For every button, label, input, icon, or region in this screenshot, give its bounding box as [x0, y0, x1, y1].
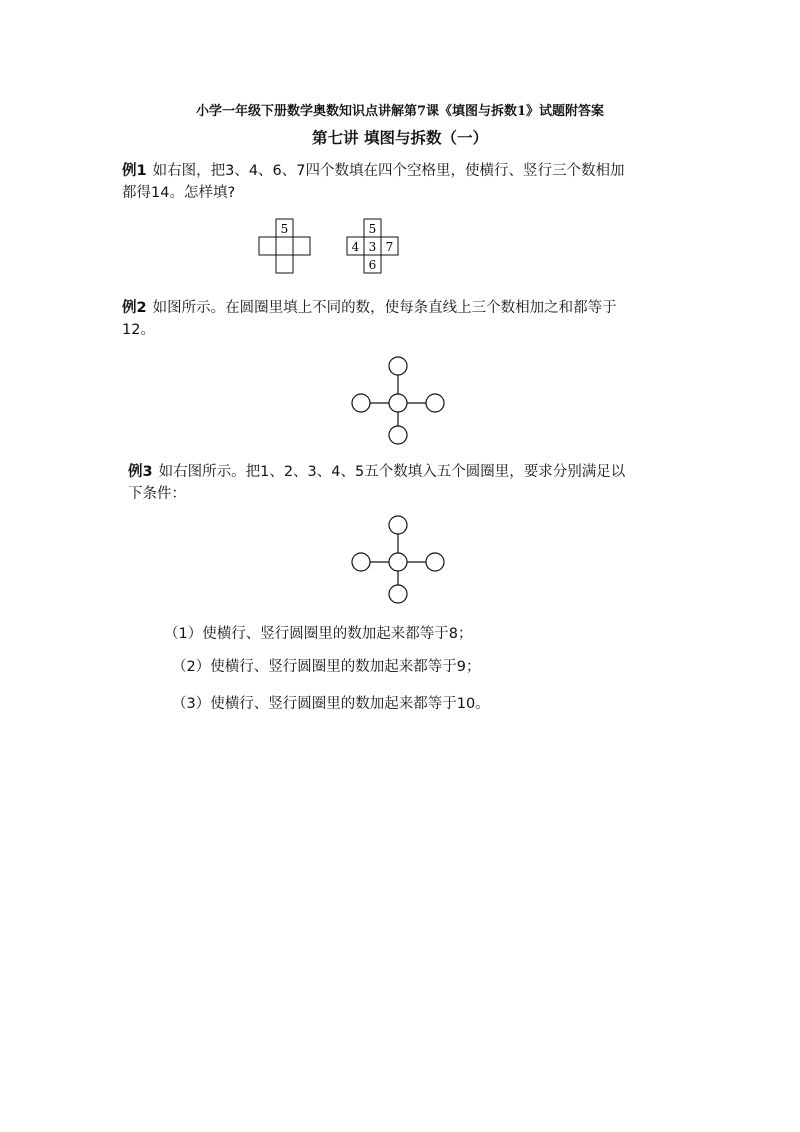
grid-left-top-number: 5	[280, 222, 289, 236]
grid-left-right-cell	[293, 237, 310, 255]
grid-right-bottom-number: 6	[368, 258, 377, 272]
condition-2: （2）使横行、竖行圆圈里的数加起来都等于9；	[172, 659, 481, 675]
circle-center	[389, 394, 407, 412]
circle-top	[389, 516, 407, 534]
circle-right	[426, 394, 444, 412]
grid-right-center-number: 3	[368, 240, 377, 254]
example2-line2: 12。	[122, 322, 155, 338]
circle-top	[389, 357, 407, 375]
grid-left-center-cell	[276, 237, 293, 255]
example1-label: 例1	[122, 163, 147, 179]
circle-center	[389, 553, 407, 571]
grid-right-right-number: 7	[385, 240, 394, 254]
document-title: 小学一年级下册数学奥数知识点讲解第7课《填图与拆数1》试题附答案	[195, 104, 605, 119]
example3-line1: 如右图所示。把1、2、3、4、5五个数填入五个圆圈里，要求分别满足以	[158, 464, 626, 480]
example3-label: 例3	[128, 464, 153, 480]
circle-bottom	[389, 426, 407, 444]
example3-line2: 下条件：	[128, 486, 186, 502]
grid-left-bottom-cell	[276, 255, 293, 273]
example2-text	[122, 297, 617, 341]
circle-left	[352, 553, 370, 571]
circle-right	[426, 553, 444, 571]
condition-1: （1）使横行、竖行圆圈里的数加起来都等于8；	[164, 626, 473, 642]
example1-blank-grid	[255, 218, 325, 276]
example2-circle-diagram	[348, 352, 448, 448]
grid-right-top-number: 5	[368, 222, 377, 236]
grid-left-left-cell	[259, 237, 276, 255]
example1-line2: 都得14。怎样填?	[122, 185, 236, 201]
condition-3: （3）使横行、竖行圆圈里的数加起来都等于10。	[172, 696, 490, 712]
example1-line1: 如右图，把3、4、6、7四个数填在四个空格里，使横行、竖行三个数相加	[152, 163, 625, 179]
example2-label: 例2	[122, 300, 147, 316]
example1-text	[122, 160, 625, 204]
lecture-title: 第七讲 填图与拆数（一）	[312, 128, 488, 147]
example3-circle-diagram	[348, 514, 448, 606]
example1-answer-grid	[343, 218, 413, 276]
circle-left	[352, 394, 370, 412]
example2-line1: 如图所示。在圆圈里填上不同的数，使每条直线上三个数相加之和都等于	[152, 300, 617, 316]
grid-right-left-number: 4	[351, 240, 360, 254]
circle-bottom	[389, 585, 407, 603]
example3-text	[128, 461, 625, 505]
